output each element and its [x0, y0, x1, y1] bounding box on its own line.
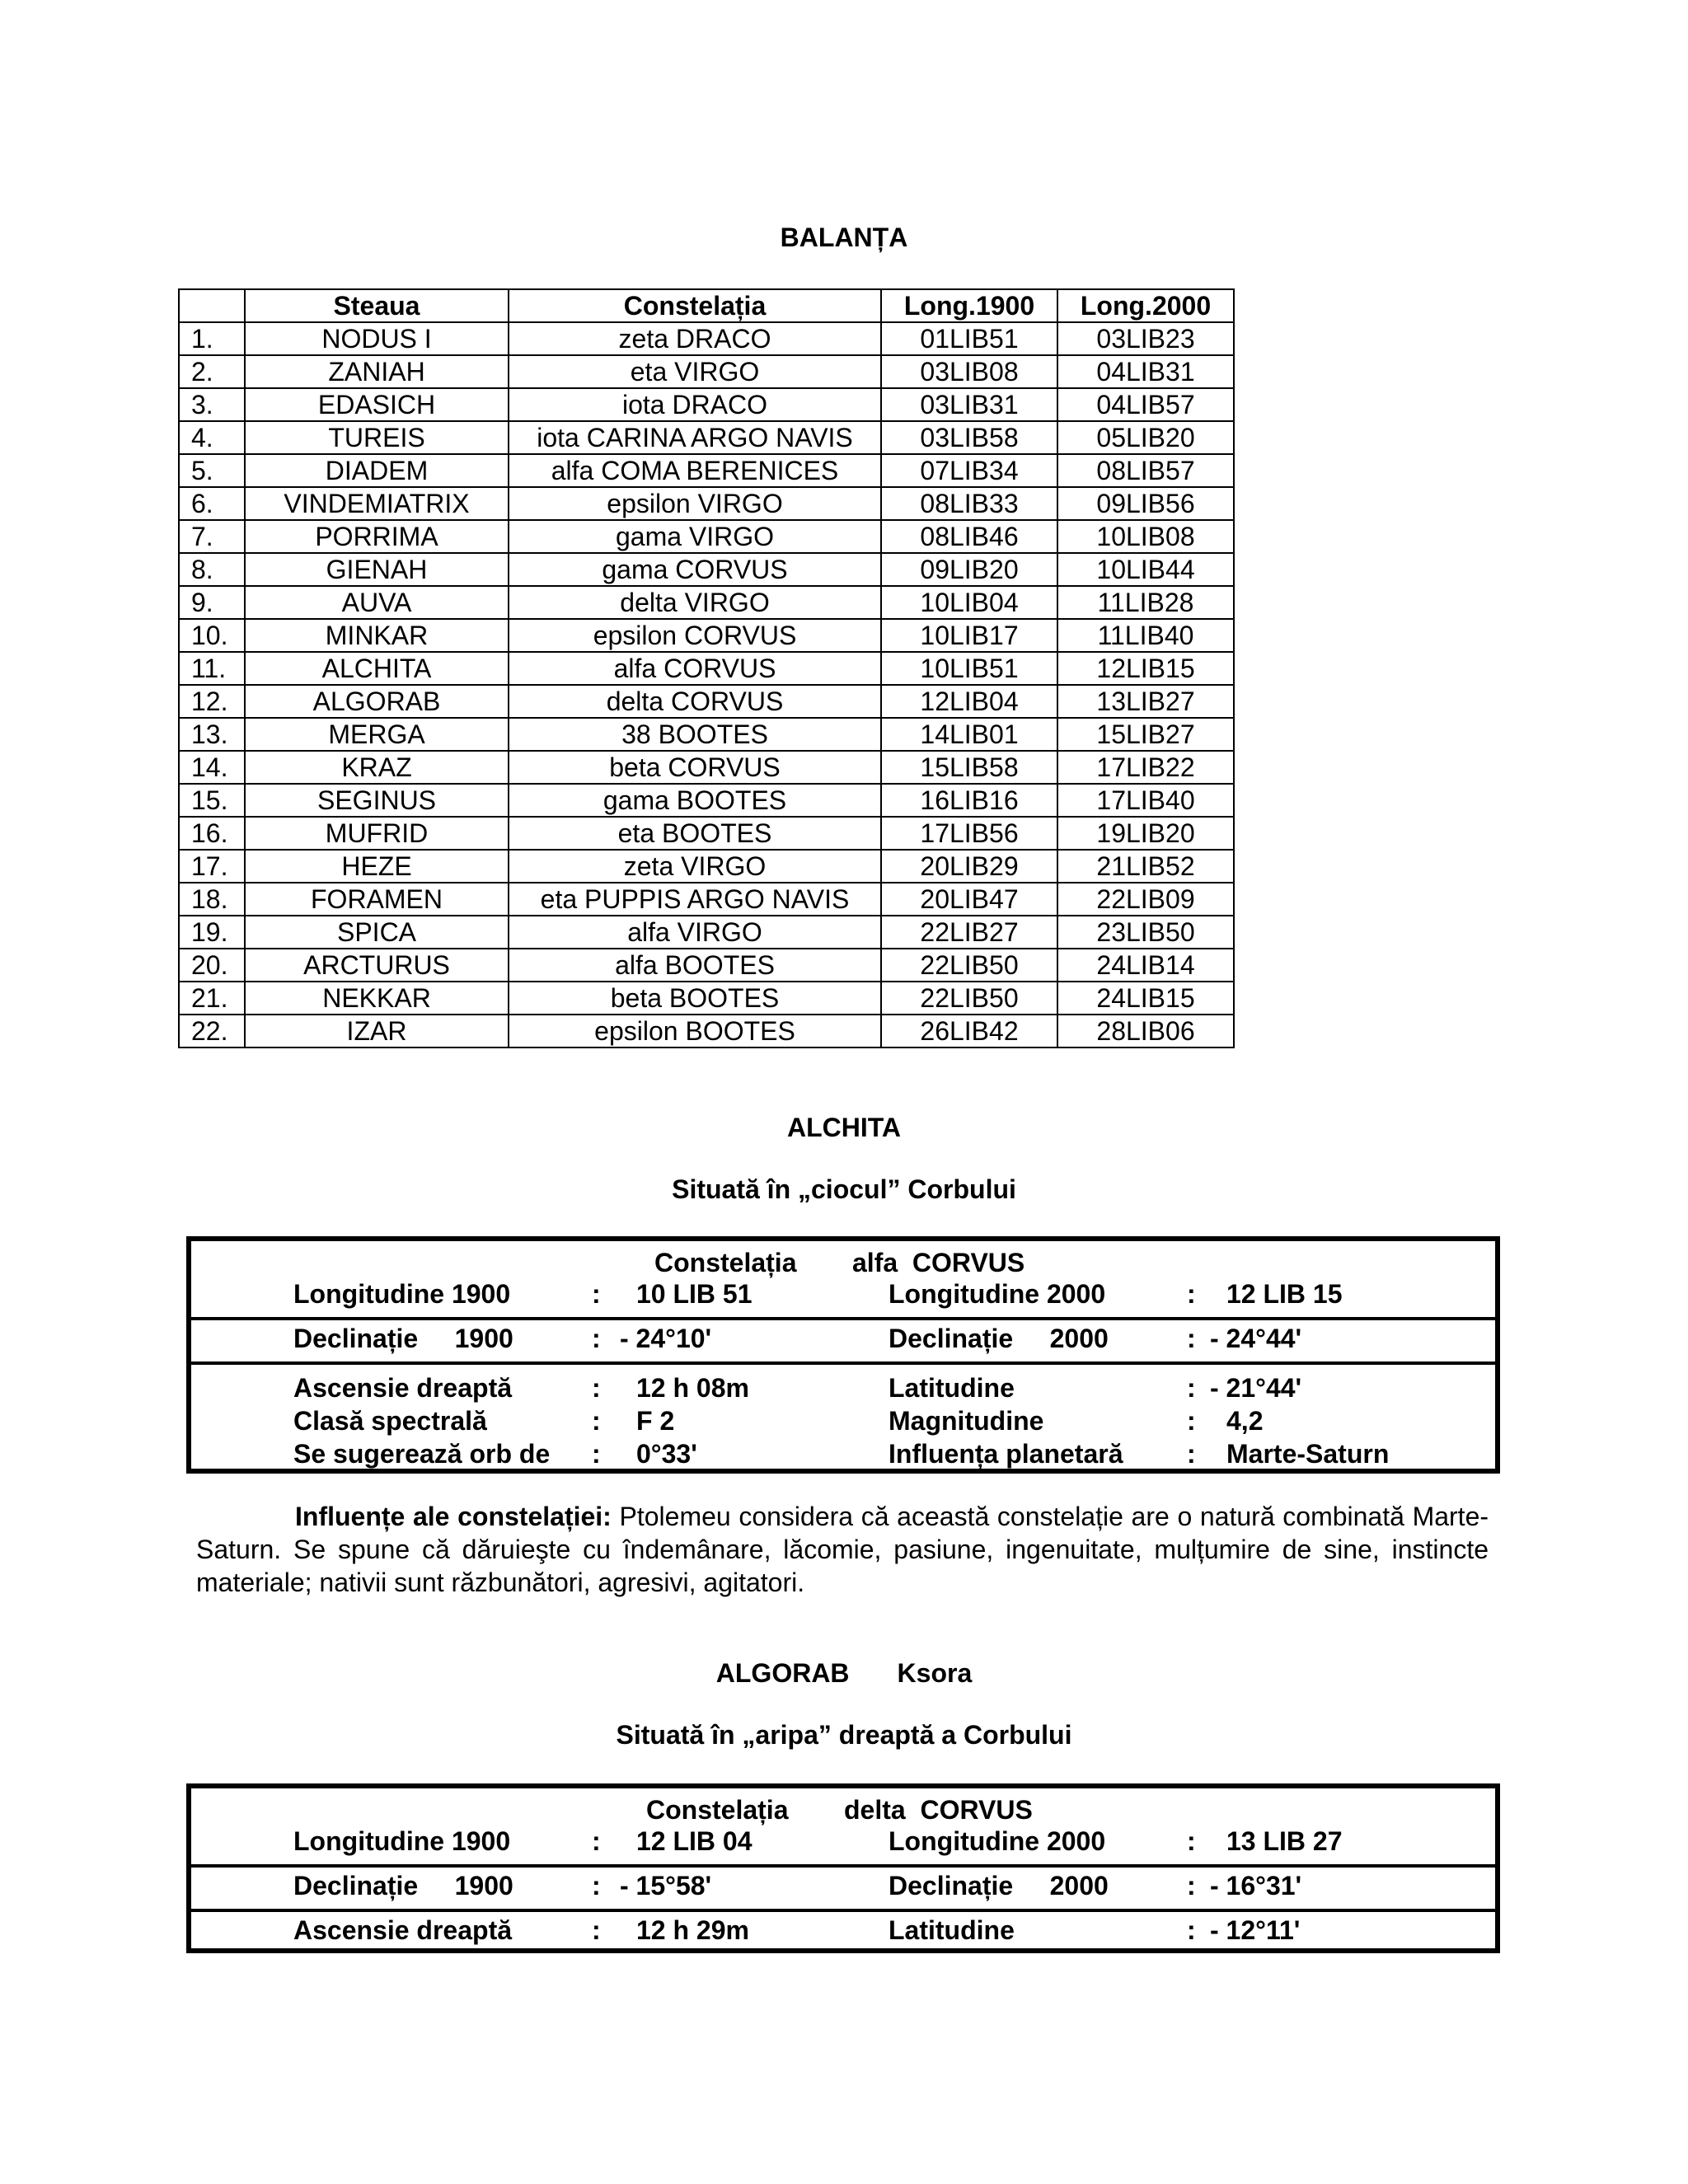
- long-2000: 12LIB15: [1057, 652, 1234, 685]
- alchita-subtitle: Situată în „ciocul” Corbului: [672, 1174, 1016, 1204]
- colon: :: [592, 1279, 601, 1309]
- long-1900: 09LIB20: [881, 553, 1057, 586]
- row-index: 11.: [179, 652, 245, 685]
- star-name: IZAR: [245, 1015, 509, 1047]
- table-row: [179, 355, 1234, 388]
- table-row: [179, 322, 1234, 355]
- constellation: alfa VIRGO: [509, 916, 881, 949]
- row-index: 9.: [179, 586, 245, 619]
- long-1900-label: Longitudine 1900: [293, 1826, 511, 1856]
- algorab-name: ALGORAB: [715, 1658, 850, 1688]
- star-name: SPICA: [245, 916, 509, 949]
- header-constellation: Constelația: [509, 289, 881, 322]
- table-row: [179, 586, 1234, 619]
- decl-2000-value: - 16°31': [1210, 1871, 1302, 1900]
- constellation: beta CORVUS: [509, 751, 881, 784]
- mag-value: 4,2: [1226, 1406, 1264, 1436]
- long-2000: 17LIB40: [1057, 784, 1234, 817]
- table-row: [179, 421, 1234, 454]
- star-name: PORRIMA: [245, 520, 509, 553]
- lat-value: - 21°44': [1210, 1373, 1302, 1403]
- long-1900: 14LIB01: [881, 718, 1057, 751]
- long-1900: 26LIB42: [881, 1015, 1057, 1047]
- constellation: zeta VIRGO: [509, 850, 881, 883]
- constellation: delta CORVUS: [509, 685, 881, 718]
- decl-1900-value: - 24°10': [620, 1324, 712, 1353]
- star-name: VINDEMIATRIX: [245, 487, 509, 520]
- alchita-band-details: [191, 1361, 1495, 1469]
- constellation: epsilon VIRGO: [509, 487, 881, 520]
- header-star: Steaua: [245, 289, 509, 322]
- long-2000: 28LIB06: [1057, 1015, 1234, 1047]
- constellation: beta BOOTES: [509, 982, 881, 1015]
- row-index: 18.: [179, 883, 245, 916]
- row-index: 21.: [179, 982, 245, 1015]
- colon: :: [1187, 1406, 1196, 1436]
- constellation: eta PUPPIS ARGO NAVIS: [509, 883, 881, 916]
- row-index: 22.: [179, 1015, 245, 1047]
- long-2000: 15LIB27: [1057, 718, 1234, 751]
- lat-label: Latitudine: [889, 1915, 1015, 1945]
- planet-value: Marte-Saturn: [1226, 1439, 1390, 1469]
- colon: :: [1187, 1826, 1196, 1856]
- long-2000: 03LIB23: [1057, 322, 1234, 355]
- long-2000: 04LIB31: [1057, 355, 1234, 388]
- decl-1900-value: - 15°58': [620, 1871, 712, 1900]
- row-index: 20.: [179, 949, 245, 982]
- constellation: alfa COMA BERENICES: [509, 454, 881, 487]
- row-index: 7.: [179, 520, 245, 553]
- star-name: KRAZ: [245, 751, 509, 784]
- constellation: zeta DRACO: [509, 322, 881, 355]
- long-1900: 10LIB51: [881, 652, 1057, 685]
- long-1900: 12LIB04: [881, 685, 1057, 718]
- long-2000: 11LIB40: [1057, 619, 1234, 652]
- long-1900: 10LIB17: [881, 619, 1057, 652]
- decl-2000-value: - 24°44': [1210, 1324, 1302, 1353]
- long-1900: 07LIB34: [881, 454, 1057, 487]
- table-body: [179, 322, 1234, 1047]
- table-row: [179, 751, 1234, 784]
- constellation-label: Constelația: [646, 1795, 789, 1825]
- algorab-band-details: [191, 1909, 1495, 1948]
- long-1900-value: 12 LIB 04: [636, 1826, 753, 1856]
- row-index: 13.: [179, 718, 245, 751]
- long-2000: 24LIB14: [1057, 949, 1234, 982]
- table-row: [179, 388, 1234, 421]
- algorab-band-longitude: [191, 1788, 1495, 1859]
- decl-2000-label: Declinație 2000: [889, 1871, 1109, 1900]
- row-index: 17.: [179, 850, 245, 883]
- table-row: [179, 850, 1234, 883]
- constellation: epsilon CORVUS: [509, 619, 881, 652]
- lat-value: - 12°11': [1210, 1915, 1301, 1945]
- constellation: eta BOOTES: [509, 817, 881, 850]
- constellation: eta VIRGO: [509, 355, 881, 388]
- spectral-label: Clasă spectrală: [293, 1406, 487, 1436]
- row-index: 3.: [179, 388, 245, 421]
- row-index: 15.: [179, 784, 245, 817]
- star-name: DIADEM: [245, 454, 509, 487]
- colon: :: [592, 1439, 601, 1469]
- star-name: EDASICH: [245, 388, 509, 421]
- ra-value: 12 h 08m: [636, 1373, 749, 1403]
- colon: :: [1187, 1324, 1196, 1353]
- constellation: delta VIRGO: [509, 586, 881, 619]
- long-2000: 21LIB52: [1057, 850, 1234, 883]
- influence-text: Ptolemeu considera că această constelație are o natură combinată Marte-Saturn. Se spune că dăruieşte cu îndemânare, lăcomie, pasiune, ingenuitate, mulțumire de sine, instincte materiale; nativii sunt răzbunători, agresivi, agitatori.: [196, 1502, 1489, 1597]
- table-row: [179, 487, 1234, 520]
- alchita-info-box: [186, 1236, 1500, 1474]
- star-name: ALGORAB: [245, 685, 509, 718]
- spectral-value: F 2: [636, 1406, 675, 1436]
- star-name: MINKAR: [245, 619, 509, 652]
- decl-1900-label: Declinație 1900: [293, 1324, 513, 1353]
- orb-value: 0°33': [636, 1439, 697, 1469]
- alchita-band-declination: [191, 1317, 1495, 1357]
- constellation: iota DRACO: [509, 388, 881, 421]
- table-row: [179, 520, 1234, 553]
- long-2000: 13LIB27: [1057, 685, 1234, 718]
- row-index: 4.: [179, 421, 245, 454]
- header-long-1900: Long.1900: [881, 289, 1057, 322]
- long-1900: 22LIB50: [881, 949, 1057, 982]
- long-2000-value: 13 LIB 27: [1226, 1826, 1343, 1856]
- colon: :: [1187, 1871, 1196, 1900]
- star-name: GIENAH: [245, 553, 509, 586]
- table-row: [179, 817, 1234, 850]
- row-index: 2.: [179, 355, 245, 388]
- table-row: [179, 454, 1234, 487]
- colon: :: [592, 1373, 601, 1403]
- influence-paragraph: [196, 1500, 1489, 1599]
- long-2000: 08LIB57: [1057, 454, 1234, 487]
- star-name: HEZE: [245, 850, 509, 883]
- row-index: 19.: [179, 916, 245, 949]
- row-index: 16.: [179, 817, 245, 850]
- star-name: MERGA: [245, 718, 509, 751]
- long-1900: 15LIB58: [881, 751, 1057, 784]
- colon: :: [1187, 1915, 1196, 1945]
- row-index: 5.: [179, 454, 245, 487]
- constellation: gama CORVUS: [509, 553, 881, 586]
- star-name: ZANIAH: [245, 355, 509, 388]
- long-1900: 08LIB33: [881, 487, 1057, 520]
- long-2000: 23LIB50: [1057, 916, 1234, 949]
- long-1900: 16LIB16: [881, 784, 1057, 817]
- long-2000-label: Longitudine 2000: [889, 1826, 1106, 1856]
- table-row: [179, 916, 1234, 949]
- star-name: AUVA: [245, 586, 509, 619]
- star-name: NODUS I: [245, 322, 509, 355]
- long-1900: 03LIB08: [881, 355, 1057, 388]
- long-2000: 11LIB28: [1057, 586, 1234, 619]
- table-row: [179, 784, 1234, 817]
- long-2000: 10LIB08: [1057, 520, 1234, 553]
- long-1900: 08LIB46: [881, 520, 1057, 553]
- long-1900: 10LIB04: [881, 586, 1057, 619]
- long-2000: 10LIB44: [1057, 553, 1234, 586]
- long-1900: 22LIB27: [881, 916, 1057, 949]
- ra-label: Ascensie dreaptă: [293, 1373, 513, 1403]
- constellation: alfa BOOTES: [509, 949, 881, 982]
- algorab-title: [0, 1658, 1688, 1689]
- alchita-band-longitude: [191, 1241, 1495, 1312]
- constellation: epsilon BOOTES: [509, 1015, 881, 1047]
- colon: :: [592, 1406, 601, 1436]
- row-index: 6.: [179, 487, 245, 520]
- table-row: [179, 949, 1234, 982]
- influence-label: Influențe ale constelației:: [295, 1502, 612, 1531]
- long-1900: 20LIB47: [881, 883, 1057, 916]
- long-2000-label: Longitudine 2000: [889, 1279, 1106, 1309]
- long-2000: 04LIB57: [1057, 388, 1234, 421]
- long-1900: 03LIB31: [881, 388, 1057, 421]
- table-header-row: [179, 289, 1234, 322]
- long-1900-value: 10 LIB 51: [636, 1279, 753, 1309]
- constellation: gama BOOTES: [509, 784, 881, 817]
- constellation: iota CARINA ARGO NAVIS: [509, 421, 881, 454]
- lat-label: Latitudine: [889, 1373, 1015, 1403]
- long-2000: 24LIB15: [1057, 982, 1234, 1015]
- long-2000: 09LIB56: [1057, 487, 1234, 520]
- algorab-band-declination: [191, 1864, 1495, 1904]
- long-1900: 22LIB50: [881, 982, 1057, 1015]
- long-2000: 22LIB09: [1057, 883, 1234, 916]
- constellation-value: delta CORVUS: [844, 1795, 1033, 1825]
- algorab-subtitle: Situată în „aripa” dreaptă a Corbului: [616, 1720, 1072, 1750]
- colon: :: [592, 1915, 601, 1945]
- section-title: BALANȚA: [780, 223, 908, 252]
- constellation: gama VIRGO: [509, 520, 881, 553]
- long-2000: 17LIB22: [1057, 751, 1234, 784]
- constellation-value: alfa CORVUS: [852, 1248, 1025, 1277]
- constellation-label: Constelația: [654, 1248, 797, 1277]
- long-1900: 03LIB58: [881, 421, 1057, 454]
- header-long-2000: Long.2000: [1057, 289, 1234, 322]
- colon: :: [592, 1826, 601, 1856]
- star-name: MUFRID: [245, 817, 509, 850]
- ra-value: 12 h 29m: [636, 1915, 749, 1945]
- star-name: TUREIS: [245, 421, 509, 454]
- long-2000-value: 12 LIB 15: [1226, 1279, 1343, 1309]
- colon: :: [592, 1871, 601, 1900]
- stars-table: [178, 288, 1235, 1048]
- header-index: [179, 289, 245, 322]
- long-2000: 19LIB20: [1057, 817, 1234, 850]
- constellation: alfa CORVUS: [509, 652, 881, 685]
- row-index: 1.: [179, 322, 245, 355]
- algorab-alias: Ksora: [897, 1658, 973, 1688]
- star-name: FORAMEN: [245, 883, 509, 916]
- row-index: 8.: [179, 553, 245, 586]
- mag-label: Magnitudine: [889, 1406, 1044, 1436]
- colon: :: [1187, 1439, 1196, 1469]
- algorab-info-box: [186, 1783, 1500, 1953]
- alchita-title: ALCHITA: [786, 1113, 902, 1142]
- planet-label: Influența planetară: [889, 1439, 1123, 1469]
- colon: :: [1187, 1279, 1196, 1309]
- table-row: [179, 982, 1234, 1015]
- long-1900: 20LIB29: [881, 850, 1057, 883]
- row-index: 14.: [179, 751, 245, 784]
- orb-label: Se sugerează orb de: [293, 1439, 551, 1469]
- star-name: SEGINUS: [245, 784, 509, 817]
- long-1900-label: Longitudine 1900: [293, 1279, 511, 1309]
- table-row: [179, 652, 1234, 685]
- star-name: NEKKAR: [245, 982, 509, 1015]
- star-name: ALCHITA: [245, 652, 509, 685]
- table-row: [179, 883, 1234, 916]
- colon: :: [1187, 1373, 1196, 1403]
- table-row: [179, 553, 1234, 586]
- long-1900: 17LIB56: [881, 817, 1057, 850]
- table-row: [179, 685, 1234, 718]
- star-name: ARCTURUS: [245, 949, 509, 982]
- table-row: [179, 619, 1234, 652]
- decl-2000-label: Declinație 2000: [889, 1324, 1109, 1353]
- constellation: 38 BOOTES: [509, 718, 881, 751]
- table-row: [179, 1015, 1234, 1047]
- colon: :: [592, 1324, 601, 1353]
- row-index: 12.: [179, 685, 245, 718]
- long-1900: 01LIB51: [881, 322, 1057, 355]
- row-index: 10.: [179, 619, 245, 652]
- table-row: [179, 718, 1234, 751]
- long-2000: 05LIB20: [1057, 421, 1234, 454]
- decl-1900-label: Declinație 1900: [293, 1871, 513, 1900]
- ra-label: Ascensie dreaptă: [293, 1915, 513, 1945]
